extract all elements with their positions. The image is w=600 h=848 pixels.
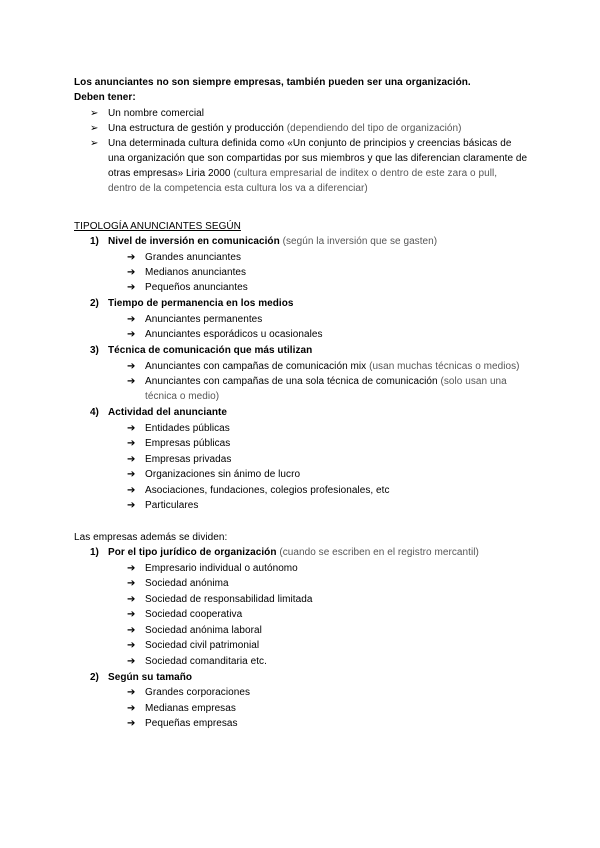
arrow-icon: ➔: [127, 625, 136, 636]
empresas-heading: Las empresas además se dividen:: [74, 532, 228, 543]
empresas-num-1: 1): [90, 547, 99, 558]
list-item: Sociedad de responsabilidad limitada: [145, 594, 313, 605]
empresas-num-2: 2): [90, 672, 99, 683]
list-item: Asociaciones, fundaciones, colegios profesionales, etc: [145, 485, 390, 496]
tipologia-heading: TIPOLOGÍA ANUNCIANTES SEGÚN: [74, 221, 241, 232]
tipologia-group-1-note: (según la inversión que se gasten): [282, 236, 438, 247]
intro-bullet-3: Una determinada cultura definida como «Un conjunto de principios y creencias básicas de: [108, 138, 512, 149]
list-item: Entidades públicas: [145, 423, 230, 434]
list-item-text: Anunciantes con campañas de comunicación mix: [145, 361, 367, 372]
arrow-icon: ➔: [127, 438, 136, 449]
arrow-icon: ➔: [127, 314, 136, 325]
list-item: Grandes corporaciones: [145, 687, 250, 698]
bullet-icon: ➢: [90, 138, 99, 149]
list-item-text: Anunciantes con campañas de una sola técnica de comunicación: [145, 376, 438, 387]
arrow-icon: ➔: [127, 687, 136, 698]
intro-cont-2: [108, 167, 497, 180]
tipologia-group-2-title: Tiempo de permanencia en los medios: [108, 298, 294, 309]
list-item: Medianas empresas: [145, 703, 236, 714]
arrow-icon: ➔: [127, 578, 136, 589]
list-item: Anunciantes esporádicos u ocasionales: [145, 329, 323, 340]
list-item: Empresas privadas: [145, 454, 232, 465]
intro-cont-1: una organización que son compartidas por sus miembros y que las diferencian claramente de: [108, 153, 528, 164]
list-item: Pequeños anunciantes: [145, 282, 248, 293]
tipologia-num-3: 3): [90, 345, 99, 356]
list-item: Anunciantes permanentes: [145, 314, 263, 325]
intro-bullet-2: [108, 122, 462, 135]
arrow-icon: ➔: [127, 454, 136, 465]
tipologia-num-2: 2): [90, 298, 99, 309]
intro-line-1: Los anunciantes no son siempre empresas, también pueden ser una organización.: [74, 77, 471, 88]
empresas-group-1: [108, 546, 479, 559]
arrow-icon: ➔: [127, 656, 136, 667]
arrow-icon: ➔: [127, 640, 136, 651]
list-item-note: (usan muchas técnicas o medios): [369, 361, 520, 372]
bullet-icon: ➢: [90, 108, 99, 119]
tipologia-group-4-title: Actividad del anunciante: [108, 407, 228, 418]
list-item: Sociedad comanditaria etc.: [145, 656, 267, 667]
arrow-icon: ➔: [127, 485, 136, 496]
tipologia-group-1: [108, 235, 437, 248]
tipologia-group-3-title: Técnica de comunicación que más utilizan: [108, 345, 313, 356]
arrow-icon: ➔: [127, 594, 136, 605]
arrow-icon: ➔: [127, 469, 136, 480]
list-item-note: (solo usan una: [440, 376, 507, 387]
list-item: [145, 360, 520, 373]
intro-bullet-2-note: (dependiendo del tipo de organización): [286, 123, 462, 134]
list-item: Medianos anunciantes: [145, 267, 247, 278]
empresas-group-1-note: (cuando se escriben en el registro mercantil): [279, 547, 479, 558]
list-item: Sociedad civil patrimonial: [145, 640, 260, 651]
arrow-icon: ➔: [127, 609, 136, 620]
list-item: Sociedad anónima: [145, 578, 229, 589]
intro-cont-3: dentro de la competencia esta cultura los va a diferenciar): [108, 183, 368, 194]
intro-line-2: Deben tener:: [74, 92, 136, 103]
list-item: Empresario individual o autónomo: [145, 563, 298, 574]
list-item: Organizaciones sin ánimo de lucro: [145, 469, 301, 480]
list-item: Grandes anunciantes: [145, 252, 242, 263]
arrow-icon: ➔: [127, 423, 136, 434]
arrow-icon: ➔: [127, 376, 136, 387]
list-item: [145, 375, 507, 388]
arrow-icon: ➔: [127, 252, 136, 263]
arrow-icon: ➔: [127, 329, 136, 340]
list-item: Empresas públicas: [145, 438, 231, 449]
list-item: Particulares: [145, 500, 199, 511]
arrow-icon: ➔: [127, 703, 136, 714]
list-item: Sociedad cooperativa: [145, 609, 243, 620]
list-item-continuation: técnica o medio): [145, 391, 220, 402]
arrow-icon: ➔: [127, 500, 136, 511]
empresas-group-1-title: Por el tipo jurídico de organización: [108, 547, 277, 558]
arrow-icon: ➔: [127, 718, 136, 729]
intro-cont-2-main: otras empresas» Liria 2000: [108, 168, 231, 179]
arrow-icon: ➔: [127, 563, 136, 574]
tipologia-group-1-title: Nivel de inversión en comunicación: [108, 236, 280, 247]
empresas-group-2-title: Según su tamaño: [108, 672, 193, 683]
arrow-icon: ➔: [127, 282, 136, 293]
list-item: Sociedad anónima laboral: [145, 625, 262, 636]
intro-bullet-1: Un nombre comercial: [108, 108, 204, 119]
list-item: Pequeñas empresas: [145, 718, 238, 729]
tipologia-num-4: 4): [90, 407, 99, 418]
arrow-icon: ➔: [127, 361, 136, 372]
intro-bullet-2-main: Una estructura de gestión y producción: [108, 123, 284, 134]
intro-cont-2-note: (cultura empresarial de inditex o dentro de este zara o pull,: [233, 168, 498, 179]
tipologia-num-1: 1): [90, 236, 99, 247]
arrow-icon: ➔: [127, 267, 136, 278]
bullet-icon: ➢: [90, 123, 99, 134]
